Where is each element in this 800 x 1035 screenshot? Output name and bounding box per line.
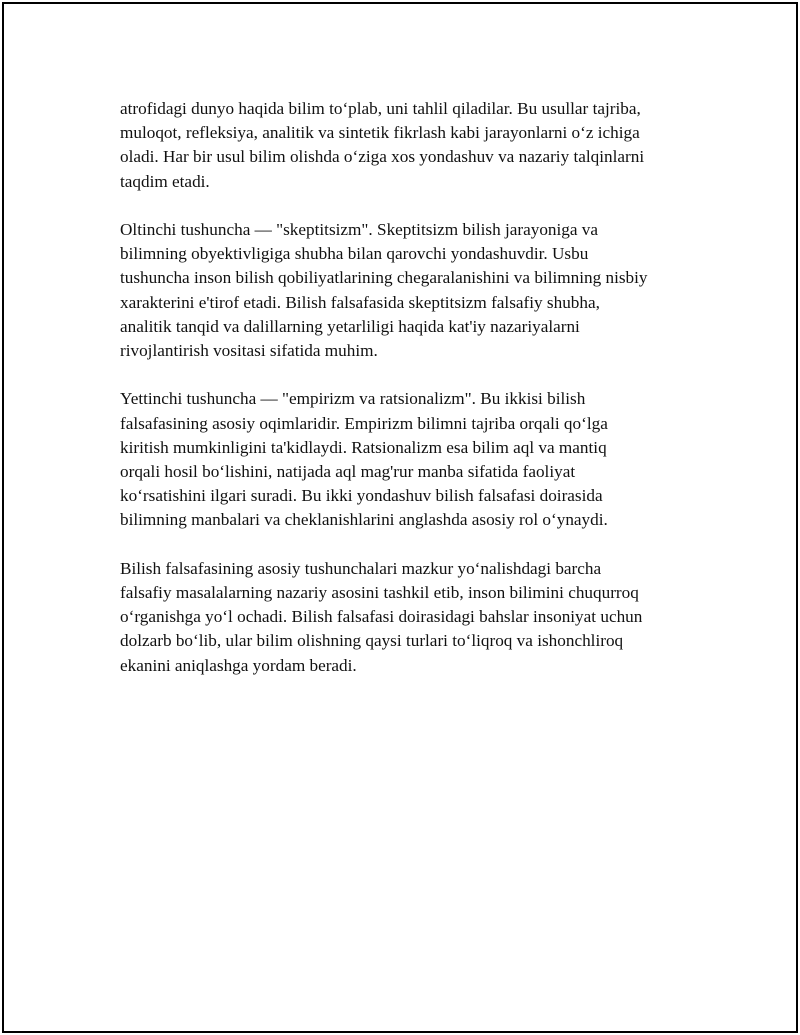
text-line: falsafiy masalalarning nazariy asosini tashkil etib, inson bilimini chuqurroq bbox=[120, 583, 639, 603]
text-line: muloqot, refleksiya, analitik va sintetik fikrlash kabi jarayonlarni o‘z ichiga bbox=[120, 123, 640, 143]
text-line: bilimning obyektivligiga shubha bilan qarovchi yondashuvdir. Usbu bbox=[120, 244, 589, 264]
text-line: tushuncha inson bilish qobiliyatlarining chegaralanishini va bilimning nisbiy bbox=[120, 268, 648, 288]
text-line: bilimning manbalari va cheklanishlarini anglashda asosiy rol o‘ynaydi. bbox=[120, 510, 608, 530]
text-line: falsafasining asosiy oqimlaridir. Empirizm bilimni tajriba orqali qo‘lga bbox=[120, 413, 608, 433]
text-line: o‘rganishga yo‘l ochadi. Bilish falsafasi doirasidagi bahslar insoniyat uchun bbox=[120, 607, 643, 627]
text-line: rivojlantirish vositasi sifatida muhim. bbox=[120, 341, 378, 361]
document-body bbox=[120, 97, 710, 702]
paragraph-skepticism bbox=[120, 218, 710, 363]
text-line: ko‘rsatishini ilgari suradi. Bu ikki yondashuv bilish falsafasi doirasida bbox=[120, 486, 603, 506]
text-line: Yettinchi tushuncha — "empirizm va ratsionalizm". Bu ikkisi bilish bbox=[120, 389, 586, 409]
text-line: ekanini aniqlashga yordam beradi. bbox=[120, 655, 357, 675]
text-line: xarakterini e'tirof etadi. Bilish falsafasida skeptitsizm falsafiy shubha, bbox=[120, 292, 600, 312]
text-line: dolzarb bo‘lib, ular bilim olishning qaysi turlari to‘liqroq va ishonchliroq bbox=[120, 631, 624, 651]
text-line: Oltinchi tushuncha — "skeptitsizm". Skeptitsizm bilish jarayoniga va bbox=[120, 220, 599, 239]
text-line: oladi. Har bir usul bilim olishda o‘ziga xos yondashuv va nazariy talqinlarni bbox=[120, 147, 645, 167]
paragraph-empiricism-rationalism bbox=[120, 387, 710, 532]
document-page bbox=[2, 2, 798, 1033]
text-line: taqdim etadi. bbox=[120, 171, 210, 191]
text-line: Bilish falsafasining asosiy tushunchalari mazkur yo‘nalishdagi barcha bbox=[120, 558, 602, 578]
text-line: atrofidagi dunyo haqida bilim to‘plab, uni tahlil qiladilar. Bu usullar tajriba, bbox=[120, 99, 641, 118]
text-line: orqali hosil bo‘lishini, natijada aql mag'rur manba sifatida faoliyat bbox=[120, 462, 576, 482]
text-line: analitik tanqid va dalillarning yetarliligi haqida kat'iy nazariyalarni bbox=[120, 316, 580, 336]
paragraph-conclusion bbox=[120, 557, 710, 678]
text-line: kiritish mumkinligini ta'kidlaydi. Ratsionalizm esa bilim aql va mantiq bbox=[120, 437, 607, 457]
paragraph-method bbox=[120, 97, 710, 194]
